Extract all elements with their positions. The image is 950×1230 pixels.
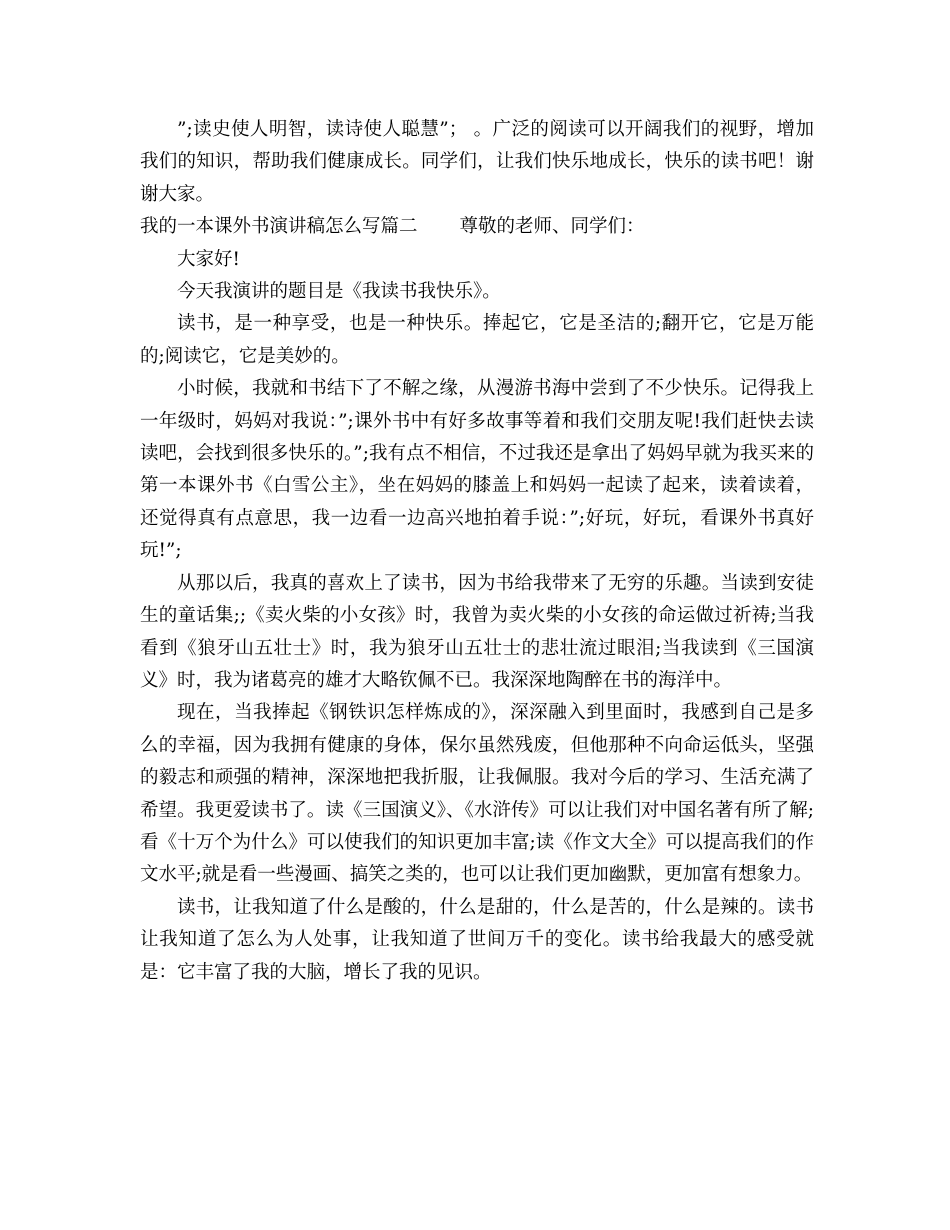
paragraph-since-then: 从那以后，我真的喜欢上了读书，因为书给我带来了无穷的乐趣。当读到安徒生的童话集;;《卖火柴的小女孩》时，我曾为卖火柴的小女孩的命运做过祈祷;当我看到《狼牙山五壮士》时，我为狼牙山五壮士的悲壮流过眼泪;当我读到《三国演义》时，我为诸葛亮的雄才大略钦佩不已。我深深地陶醉在书的海洋中。: [140, 572, 814, 691]
paragraph-conclusion: 读书，让我知道了什么是酸的，什么是甜的，什么是苦的，什么是辣的。读书让我知道了怎么为人处事，让我知道了世间万千的变化。读书给我最大的感受就是：它丰富了我的大脑，增长了我的见识。: [140, 896, 814, 983]
section-greeting: 尊敬的老师、同学们：: [459, 216, 645, 238]
document-page: [140, 114, 814, 989]
paragraph-reading-joy: 读书，是一种享受，也是一种快乐。捧起它，它是圣洁的;翻开它，它是万能的;阅读它，它是美妙的。: [140, 313, 814, 367]
paragraph-hello: 大家好!: [177, 248, 240, 270]
section-heading: [140, 211, 814, 243]
paragraph-closing: ”;读史使人明智，读诗使人聪慧”； 。广泛的阅读可以开阔我们的视野，增加我们的知识，帮助我们健康成长。同学们，让我们快乐地成长，快乐的读书吧！谢谢大家。: [140, 119, 814, 205]
section-title: 我的一本课外书演讲稿怎么写篇二: [140, 216, 418, 238]
paragraph-topic: 今天我演讲的题目是《我读书我快乐》。: [177, 281, 501, 303]
paragraph-now: 现在，当我捧起《钢铁识怎样炼成的》，深深融入到里面时，我感到自己是多么的幸福，因为我拥有健康的身体，保尔虽然残废，但他那种不向命运低头，坚强的毅志和顽强的精神，深深地把我折服，让我佩服。我对今后的学习、生活充满了希望。我更爱读书了。读《三国演义》、《水浒传》可以让我们对中国名著有所了解;看《十万个为什么》可以使我们的知识更加丰富;读《作文大全》可以提高我们的作文水平;就是看一些漫画、搞笑之类的，也可以让我们更加幽默，更加富有想象力。: [140, 702, 814, 886]
paragraph-childhood: 小时候，我就和书结下了不解之缘，从漫游书海中尝到了不少快乐。记得我上一年级时，妈妈对我说：”;课外书中有好多故事等着和我们交朋友呢!我们赶快去读读吧，会找到很多快乐的。”;我有点不相信，不过我还是拿出了妈妈早就为我买来的第一本课外书《白雪公主》，坐在妈妈的膝盖上和妈妈一起读了起来，读着读着，还觉得真有点意思，我一边看一边高兴地拍着手说：”;好玩，好玩，看课外书真好玩!”;: [140, 378, 814, 562]
